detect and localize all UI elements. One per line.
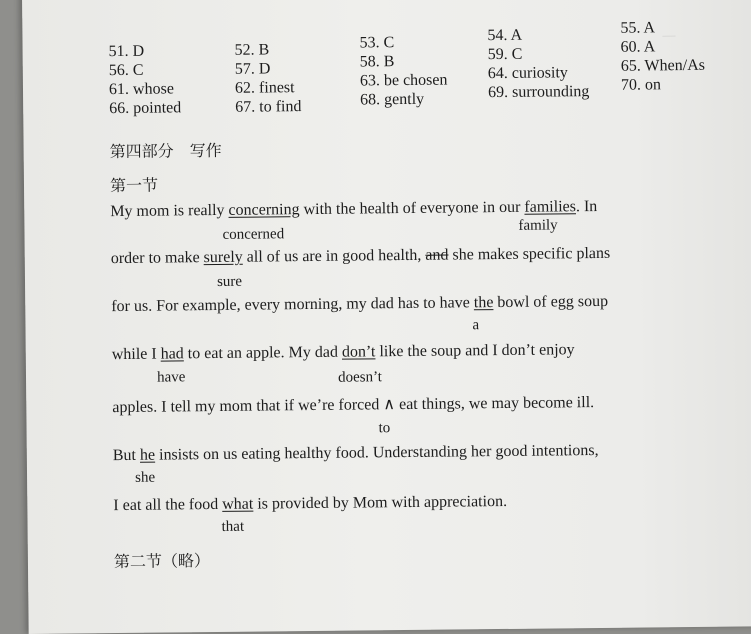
essay-line: order to make surely all of us are in good health, and she makes specific plans <box>110 244 611 268</box>
deleted-word: and <box>425 246 449 264</box>
error-word: don’t <box>341 343 376 361</box>
answer-item: 55. A <box>620 19 656 37</box>
answer-item: 68. gently <box>360 90 425 109</box>
error-word: he <box>139 446 156 464</box>
answer-item: 52. B <box>234 41 270 59</box>
insertion-caret: ∧ <box>383 396 396 414</box>
answer-item: 69. surrounding <box>487 83 590 102</box>
answer-item: 58. B <box>359 53 395 71</box>
correction: concerned <box>222 226 285 243</box>
answer-item: 66. pointed <box>109 99 182 118</box>
error-word: families <box>524 198 577 216</box>
correction: a <box>472 317 480 334</box>
error-word: concerning <box>228 201 300 219</box>
correction: sure <box>216 273 243 290</box>
error-word: the <box>473 294 494 312</box>
answer-item: 60. A <box>620 38 656 56</box>
essay-line: I eat all the food what is provided by Mom with appreciation. <box>113 492 508 515</box>
part-title: 第一节 <box>109 175 159 196</box>
essay-line: But he insists on us eating healthy food. Understanding her good intentions, <box>112 441 599 465</box>
essay-line: for us. For example, every morning, my dad has to have the bowl of egg soup <box>111 292 609 316</box>
error-word: surely <box>203 248 243 267</box>
answer-item: 56. C <box>108 61 144 80</box>
answer-item: 62. finest <box>234 79 295 97</box>
part-title: 第二节（略） <box>113 551 211 572</box>
answer-item: 61. whose <box>108 80 174 99</box>
answer-item: 53. C <box>359 34 395 52</box>
answer-item: 65. When/As <box>620 56 706 75</box>
correction: that <box>221 518 245 535</box>
answer-item: 70. on <box>620 76 662 94</box>
correction: family <box>518 217 558 234</box>
answer-key-page <box>22 0 751 634</box>
correction: have <box>156 369 186 386</box>
answer-item: 59. C <box>487 45 523 64</box>
answer-item: 63. be chosen <box>359 71 448 90</box>
correction: doesn’t <box>337 369 383 386</box>
answer-item: 57. D <box>234 60 271 78</box>
section-title: 第四部分 写作 <box>109 140 222 162</box>
essay-line: while I had to eat an apple. My dad don’t like the soup and I don’t enjoy <box>111 341 575 364</box>
answer-item: 51. D <box>108 42 145 61</box>
correction: to <box>378 420 391 437</box>
essay-line: My mom is really concerning with the health of everyone in our families. In <box>110 197 598 221</box>
bleed-through-text: — <box>662 27 676 43</box>
error-word: what <box>222 495 254 513</box>
essay-line: apples. I tell my mom that if we’re forced ∧ eat things, we may become ill. <box>112 394 595 417</box>
error-word: had <box>160 345 184 363</box>
correction: she <box>134 469 156 486</box>
answer-item: 64. curiosity <box>487 64 568 83</box>
answer-item: 67. to find <box>235 98 302 116</box>
answer-item: 54. A <box>487 26 523 45</box>
